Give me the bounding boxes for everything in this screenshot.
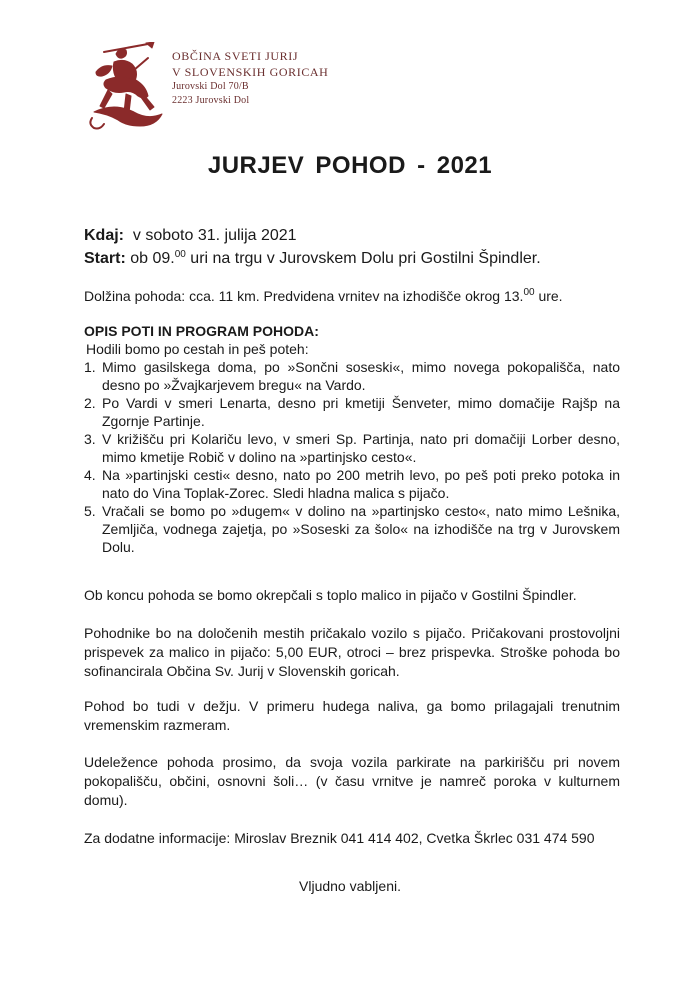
address-line1: Jurovski Dol 70/B [172,81,249,92]
rain-paragraph: Pohod bo tudi v dežju. V primeru hudega naliva, ga bomo prilagajali trenutnim vremenskim razmeram. [84,698,620,733]
route-step-text: Po Vardi v smeri Lenarta, desno pri kmetiji Šenveter, mimo domačije Rajšp na Zgornje Partinje. [102,395,620,429]
route-step-text: V križišču pri Kolariču levo, v smeri Sp. Partinja, nato pri domačiji Lorber desno, mimo kmetije Robič v dolino na »partinjsko cesto«. [102,431,620,465]
event-info [84,224,541,270]
route-section [84,322,620,556]
route-list [84,358,620,556]
parking-paragraph: Udeležence pohoda prosimo, da svoja vozila parkirate na parkirišču pri novem pokopališču, občini, osnovni šoli… (v času vrnitve je namreč poroka v kulturnem domu). [84,754,620,808]
start-label: Start: [84,250,126,267]
when-label: Kdaj: [84,227,124,244]
st-george-dragon-icon [86,42,166,132]
when-value: v soboto 31. julija 2021 [132,227,297,244]
route-step-number: 5. [84,503,96,519]
route-heading: OPIS POTI IN PROGRAM POHODA: [84,323,319,339]
document-title: JURJEV POHOD - 2021 [207,152,493,179]
length-suffix: ure. [534,288,563,304]
route-step [84,466,620,502]
route-step-number: 2. [84,395,96,411]
route-length [84,288,563,304]
address-line2: 2223 Jurovski Dol [172,95,250,106]
route-step [84,502,620,556]
municipality-header [172,48,328,108]
route-step-number: 3. [84,431,96,447]
route-step-text: Na »partinjski cesti« desno, nato po 200 metrih levo, po peš poti preko potoka in nato do Vina Toplak-Zorec. Sledi hladna malica s pijačo. [102,467,620,501]
route-step [84,358,620,394]
route-step [84,394,620,430]
route-intro: Hodili bomo po cestah in peš poteh: [86,341,309,357]
when-line [84,224,541,247]
org-name-line1: OBČINA SVETI JURIJ [172,49,299,63]
closing-greeting: Vljudno vabljeni. [299,878,401,894]
route-step [84,430,620,466]
return-time-minutes: 00 [523,287,535,298]
start-time: ob 09. [130,250,175,267]
vehicle-paragraph: Pohodnike bo na določenih mestih pričakalo vozilo s pijačo. Pričakovani prostovoljni prispevek za malico in pijačo: 5,00 EUR, otroci – brez prispevka. Stroške pohoda bo sofinancirala Občina Sv. Jurij v Slovenskih goricah. [84,625,620,679]
start-location: uri na trgu v Jurovskem Dolu pri Gostilni Špindler. [185,250,541,267]
route-step-text: Vračali se bomo po »dugem« v dolino na »partinjsko cesto«, nato mimo Lešnika, Zemljiča, vodnega zajetja, po »Soseski za šolo« na izhodišče na trg v Jurovskem Dolu. [102,503,620,555]
contact-paragraph: Za dodatne informacije: Miroslav Breznik 041 414 402, Cvetka Škrlec 031 474 590 [84,830,595,846]
route-step-number: 4. [84,467,96,483]
org-name-line2: V SLOVENSKIH GORICAH [172,65,329,79]
route-step-text: Mimo gasilskega doma, po »Sončni soseski«, mimo novega pokopališča, nato desno po »Žvajkarjevem bregu« na Vardo. [102,359,620,393]
start-time-minutes: 00 [174,249,186,260]
route-step-number: 1. [84,359,96,375]
start-line [84,247,541,270]
length-text: Dolžina pohoda: cca. 11 km. Predvidena vrnitev na izhodišče okrog 13. [84,288,524,304]
end-meal-paragraph: Ob koncu pohoda se bomo okrepčali s toplo malico in pijačo v Gostilni Špindler. [84,587,577,603]
